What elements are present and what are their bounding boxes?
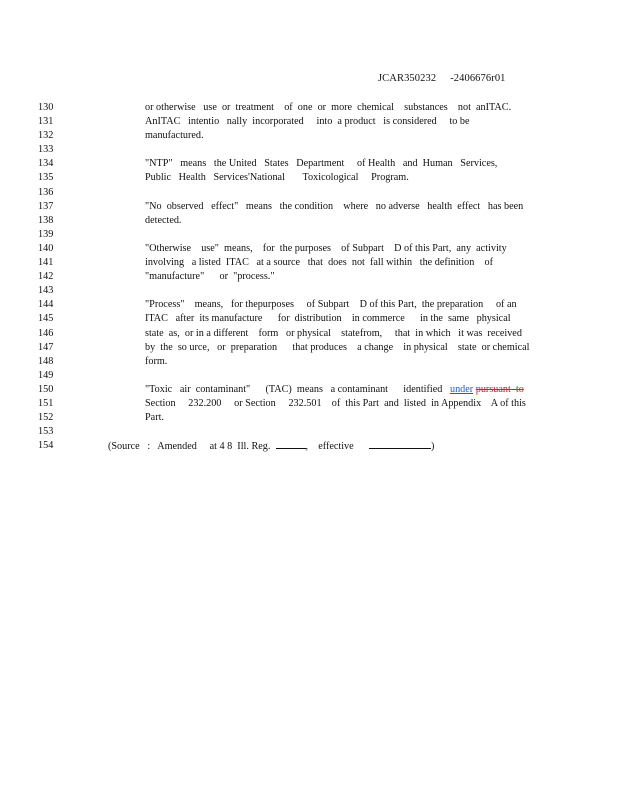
line-142: [0, 270, 618, 284]
line-text: state as, or in a different form or physical statefrom, that in which it was received: [145, 327, 522, 339]
doc-id: JCAR350232: [378, 73, 437, 84]
line-138: [0, 214, 618, 228]
line-number: 143: [38, 285, 54, 297]
line-number: 131: [38, 116, 54, 128]
line-text: detected.: [145, 214, 182, 226]
line-number: 139: [38, 228, 54, 240]
line-text: "NTP" means the United States Department of Health and Human Services,: [145, 158, 498, 170]
line-text: Section 232.200 or Section 232.501 of this Part and listed in Appendix A of this: [145, 397, 526, 409]
source-effective: , effective: [305, 441, 354, 453]
line-number: 135: [38, 172, 54, 184]
line-131: [0, 115, 618, 129]
line-number: 153: [38, 426, 54, 438]
blank-field-1: [276, 439, 306, 449]
source-close: ): [430, 441, 435, 453]
doc-version: -2406676r01: [450, 73, 506, 84]
line-146: [0, 327, 618, 341]
deleted-text: pursuant to: [475, 383, 524, 395]
line-text: or otherwise use or treatment of one or more chemical substances not anITAC.: [145, 102, 512, 113]
line-text: manufactured.: [145, 130, 204, 142]
line-number: 151: [38, 397, 54, 409]
line-number: 152: [38, 412, 54, 424]
line-133: [0, 143, 618, 157]
line-number: 138: [38, 214, 54, 226]
line-text: "Process" means, for thepurposes of Subpart D of this Part, the preparation of an: [145, 299, 517, 311]
line-text: by the so urce, or preparation that produces a change in physical state or chemical: [145, 341, 530, 353]
line-number: 136: [38, 186, 54, 198]
line-number: 142: [38, 271, 54, 283]
line-132: [0, 129, 618, 143]
line-135: [0, 171, 618, 185]
line-149: [0, 369, 618, 383]
line-136: [0, 186, 618, 200]
line-text: "No observed effect" means the condition where no adverse health effect has been: [145, 200, 524, 212]
line-139: [0, 228, 618, 242]
line-number: 148: [38, 355, 54, 367]
numbered-lines: [0, 101, 618, 453]
line-text: involving a listed ITAC at a source that does not fall within the definition of: [145, 257, 494, 269]
line-number: 144: [38, 299, 54, 311]
line-number: 149: [38, 369, 54, 381]
line-text: ITAC after its manufacture for distribution in commerce in the same physical: [145, 313, 511, 325]
line-130: [0, 101, 618, 115]
line-151: [0, 397, 618, 411]
line-147: [0, 341, 618, 355]
line-141: [0, 256, 618, 270]
line-number: 134: [38, 158, 54, 170]
line-152: [0, 411, 618, 425]
blank-field-2: [369, 439, 431, 449]
line-153: [0, 425, 618, 439]
source-text: (Source : Amended at 4 8 Ill. Reg.: [108, 441, 271, 453]
line-number: 147: [38, 341, 54, 353]
line-144: [0, 298, 618, 312]
line-number: 133: [38, 144, 54, 156]
line-text: Public Health Services'National Toxicological Program.: [145, 172, 409, 184]
line-143: [0, 284, 618, 298]
line-154: [0, 439, 618, 453]
document-header: [378, 73, 506, 84]
line-number: 137: [38, 200, 54, 212]
line-text: AnITAC intentio nally incorporated into a product is considered to be: [145, 116, 470, 128]
line-140: [0, 242, 618, 256]
line-number: 140: [38, 242, 54, 254]
line-145: [0, 312, 618, 326]
line-number: 132: [38, 130, 54, 142]
line-text: "Otherwise use" means, for the purposes of Subpart D of this Part, any activity: [145, 242, 507, 254]
line-text: form.: [145, 355, 168, 367]
line-number: 141: [38, 257, 54, 269]
line-text: "Toxic air contaminant" (TAC) means a contaminant identified: [145, 383, 443, 395]
line-137: [0, 200, 618, 214]
line-148: [0, 355, 618, 369]
line-150: [0, 383, 618, 397]
line-text: "manufacture" or "process.": [145, 271, 275, 283]
line-text-with-edits: [145, 383, 524, 397]
line-number: 150: [38, 383, 54, 395]
line-number: 145: [38, 313, 54, 325]
inserted-text: under: [449, 383, 474, 395]
line-text: Part.: [145, 412, 164, 424]
line-number: 130: [38, 102, 54, 113]
source-note: [108, 439, 434, 454]
line-number: 146: [38, 327, 54, 339]
line-134: [0, 157, 618, 171]
line-number: 154: [38, 440, 54, 452]
